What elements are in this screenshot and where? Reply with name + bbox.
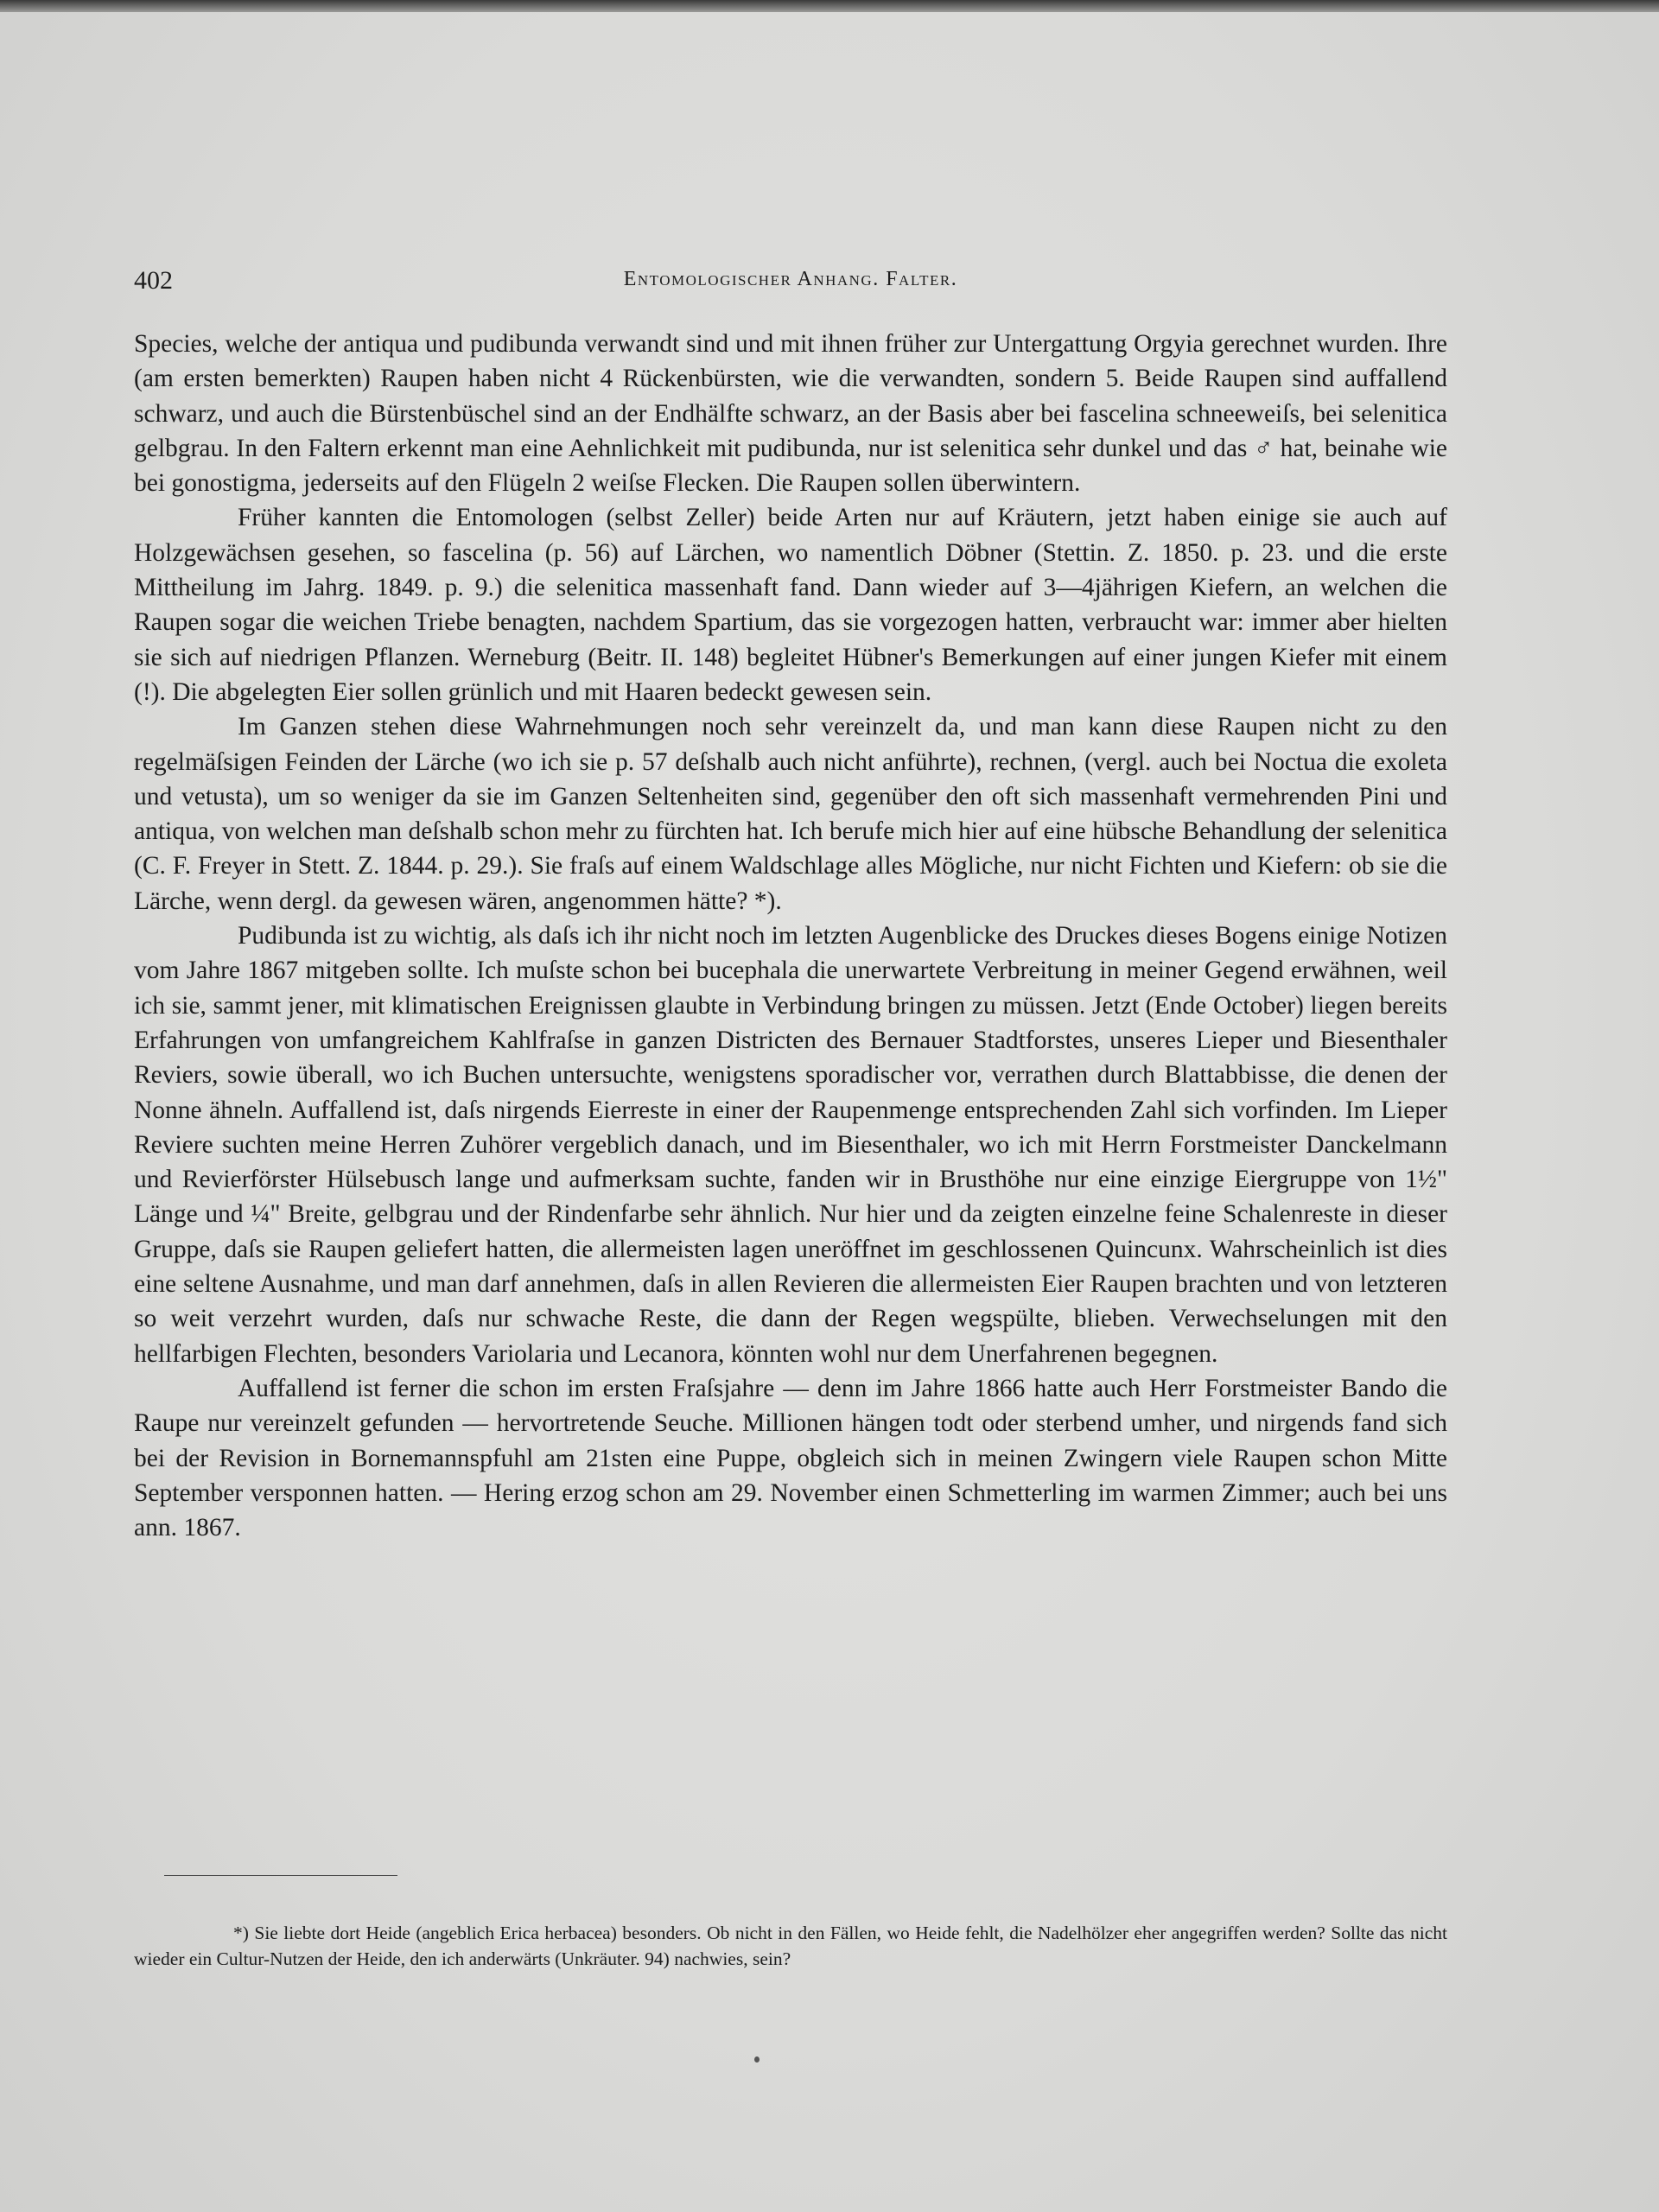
page-header: [134, 266, 1447, 301]
footnote-divider: [164, 1875, 397, 1876]
paragraph-1: Species, welche der antiqua und pudibunda verwandt sind und mit ihnen früher zur Untergattung Orgyia gerechnet wurden. Ihre (am ersten bemerkten) Raupen haben nicht 4 Rückenbürsten, wie die verwandten, sondern 5. Beide Raupen sind auffallend schwarz, und auch die Bürstenbüschel sind an der Endhälfte schwarz, an der Basis aber bei fascelina schneeweiſs, bei selenitica gelbgrau. In den Faltern erkennt man eine Aehnlichkeit mit pudibunda, nur ist selenitica sehr dunkel und das ♂ hat, beinahe wie bei gonostigma, jederseits auf den Flügeln 2 weiſse Flecken. Die Raupen sollen überwintern.: [134, 330, 1447, 498]
running-head: Entomologischer Anhang. Falter.: [623, 268, 958, 290]
paragraph-4: Pudibunda ist zu wichtig, als daſs ich ihr nicht noch im letzten Augenblicke des Druckes dieses Bogens einige Notizen vom Jahre 1867 mitgeben sollte. Ich muſste schon bei bucephala die unerwartete Verbreitung in meiner Gegend erwähnen, weil ich sie, sammt jener, mit klimatischen Ereignissen glaubte in Verbindung bringen zu müssen. Jetzt (Ende October) liegen bereits Erfahrungen von umfangreichem Kahlfraſse in ganzen Districten des Bernauer Stadtforstes, unseres Lieper und Biesenthaler Reviers, sowie überall, wo ich Buchen untersuchte, wenigstens sporadischer vor, verrathen durch Blattabbisse, die denen der Nonne ähneln. Auffallend ist, daſs nirgends Eierreste in einer der Raupenmenge entsprechenden Zahl sich vorfinden. Im Lieper Reviere suchten meine Herren Zuhörer vergeblich danach, und im Biesenthaler, wo ich mit Herrn Forstmeister Danckelmann und Revierförster Hülsebusch lange und aufmerksam suchte, fanden wir in Brusthöhe nur eine einzige Eiergruppe von 1½" Länge und ¼" Breite, gelbgrau und der Rindenfarbe sehr ähnlich. Nur hier und da zeigten einzelne feine Schalenreste in dieser Gruppe, daſs sie Raupen geliefert hatten, die allermeisten lagen uneröffnet im geschlossenen Quincunx. Wahrscheinlich ist dies eine seltene Ausnahme, und man darf annehmen, daſs in allen Revieren die allermeisten Eier Raupen brachten und von letzteren so weit verzehrt wurden, daſs nur schwache Reste, die dann der Regen wegspülte, blieben. Verwechselungen mit den hellfarbigen Flechten, besonders Variolaria und Lecanora, könnten wohl nur dem Unerfahrenen begegnen.: [134, 922, 1447, 1368]
paragraph-5: Auffallend ist ferner die schon im ersten Fraſsjahre — denn im Jahre 1866 hatte auch Herr Forstmeister Bando die Raupe nur vereinzelt gefunden — hervortretende Seuche. Millionen hängen todt oder sterbend umher, und nirgends fand sich bei der Revision in Bornemannspfuhl am 21sten eine Puppe, obgleich sich in meinen Zwingern viele Raupen schon Mitte September versponnen hatten. — Hering erzog schon am 29. November einen Schmetterling im warmen Zimmer; auch bei uns ann. 1867.: [134, 1374, 1447, 1542]
page-number: 402: [134, 266, 173, 295]
scan-top-edge: [0, 0, 1659, 12]
body-text: [134, 327, 1447, 1545]
ink-speck: [754, 2056, 760, 2063]
footnote: [134, 1920, 1447, 1972]
paragraph-2: Früher kannten die Entomologen (selbst Zeller) beide Arten nur auf Kräutern, jetzt haben einige sie auch auf Holzgewächsen gesehen, so fascelina (p. 56) auf Lärchen, wo namentlich Döbner (Stettin. Z. 1850. p. 23. und die erste Mittheilung im Jahrg. 1849. p. 9.) die selenitica massenhaft fand. Dann wieder auf 3—4jährigen Kiefern, an welchen die Raupen sogar die weichen Triebe benagten, nachdem Spartium, das sie vorgezogen hatten, verbraucht war: immer aber hielten sie sich auf niedrigen Pflanzen. Werneburg (Beitr. II. 148) begleitet Hübner's Bemerkungen auf einer jungen Kiefer mit einem (!). Die abgelegten Eier sollen grünlich und mit Haaren bedeckt gewesen sein.: [134, 504, 1447, 706]
paragraph-3: Im Ganzen stehen diese Wahrnehmungen noch sehr vereinzelt da, und man kann diese Raupen nicht zu den regelmäſsigen Feinden der Lärche (wo ich sie p. 57 deſshalb auch nicht anführte), rechnen, (vergl. auch bei Noctua die exoleta und vetusta), um so weniger da sie im Ganzen Seltenheiten sind, gegenüber den oft sich massenhaft vermehrenden Pini und antiqua, von welchen man deſshalb schon mehr zu fürchten hat. Ich berufe mich hier auf eine hübsche Behandlung der selenitica (C. F. Freyer in Stett. Z. 1844. p. 29.). Sie fraſs auf einem Waldschlage alles Mögliche, nur nicht Fichten und Kiefern: ob sie die Lärche, wenn dergl. da gewesen wären, angenommen hätte? *).: [134, 713, 1447, 915]
footnote-text: *) Sie liebte dort Heide (angeblich Erica herbacea) besonders. Ob nicht in den Fällen, wo Heide fehlt, die Nadelhölzer eher angegriffen werden? Sollte das nicht wieder ein Cultur-Nutzen der Heide, den ich anderwärts (Unkräuter. 94) nachwies, sein?: [134, 1923, 1447, 1969]
